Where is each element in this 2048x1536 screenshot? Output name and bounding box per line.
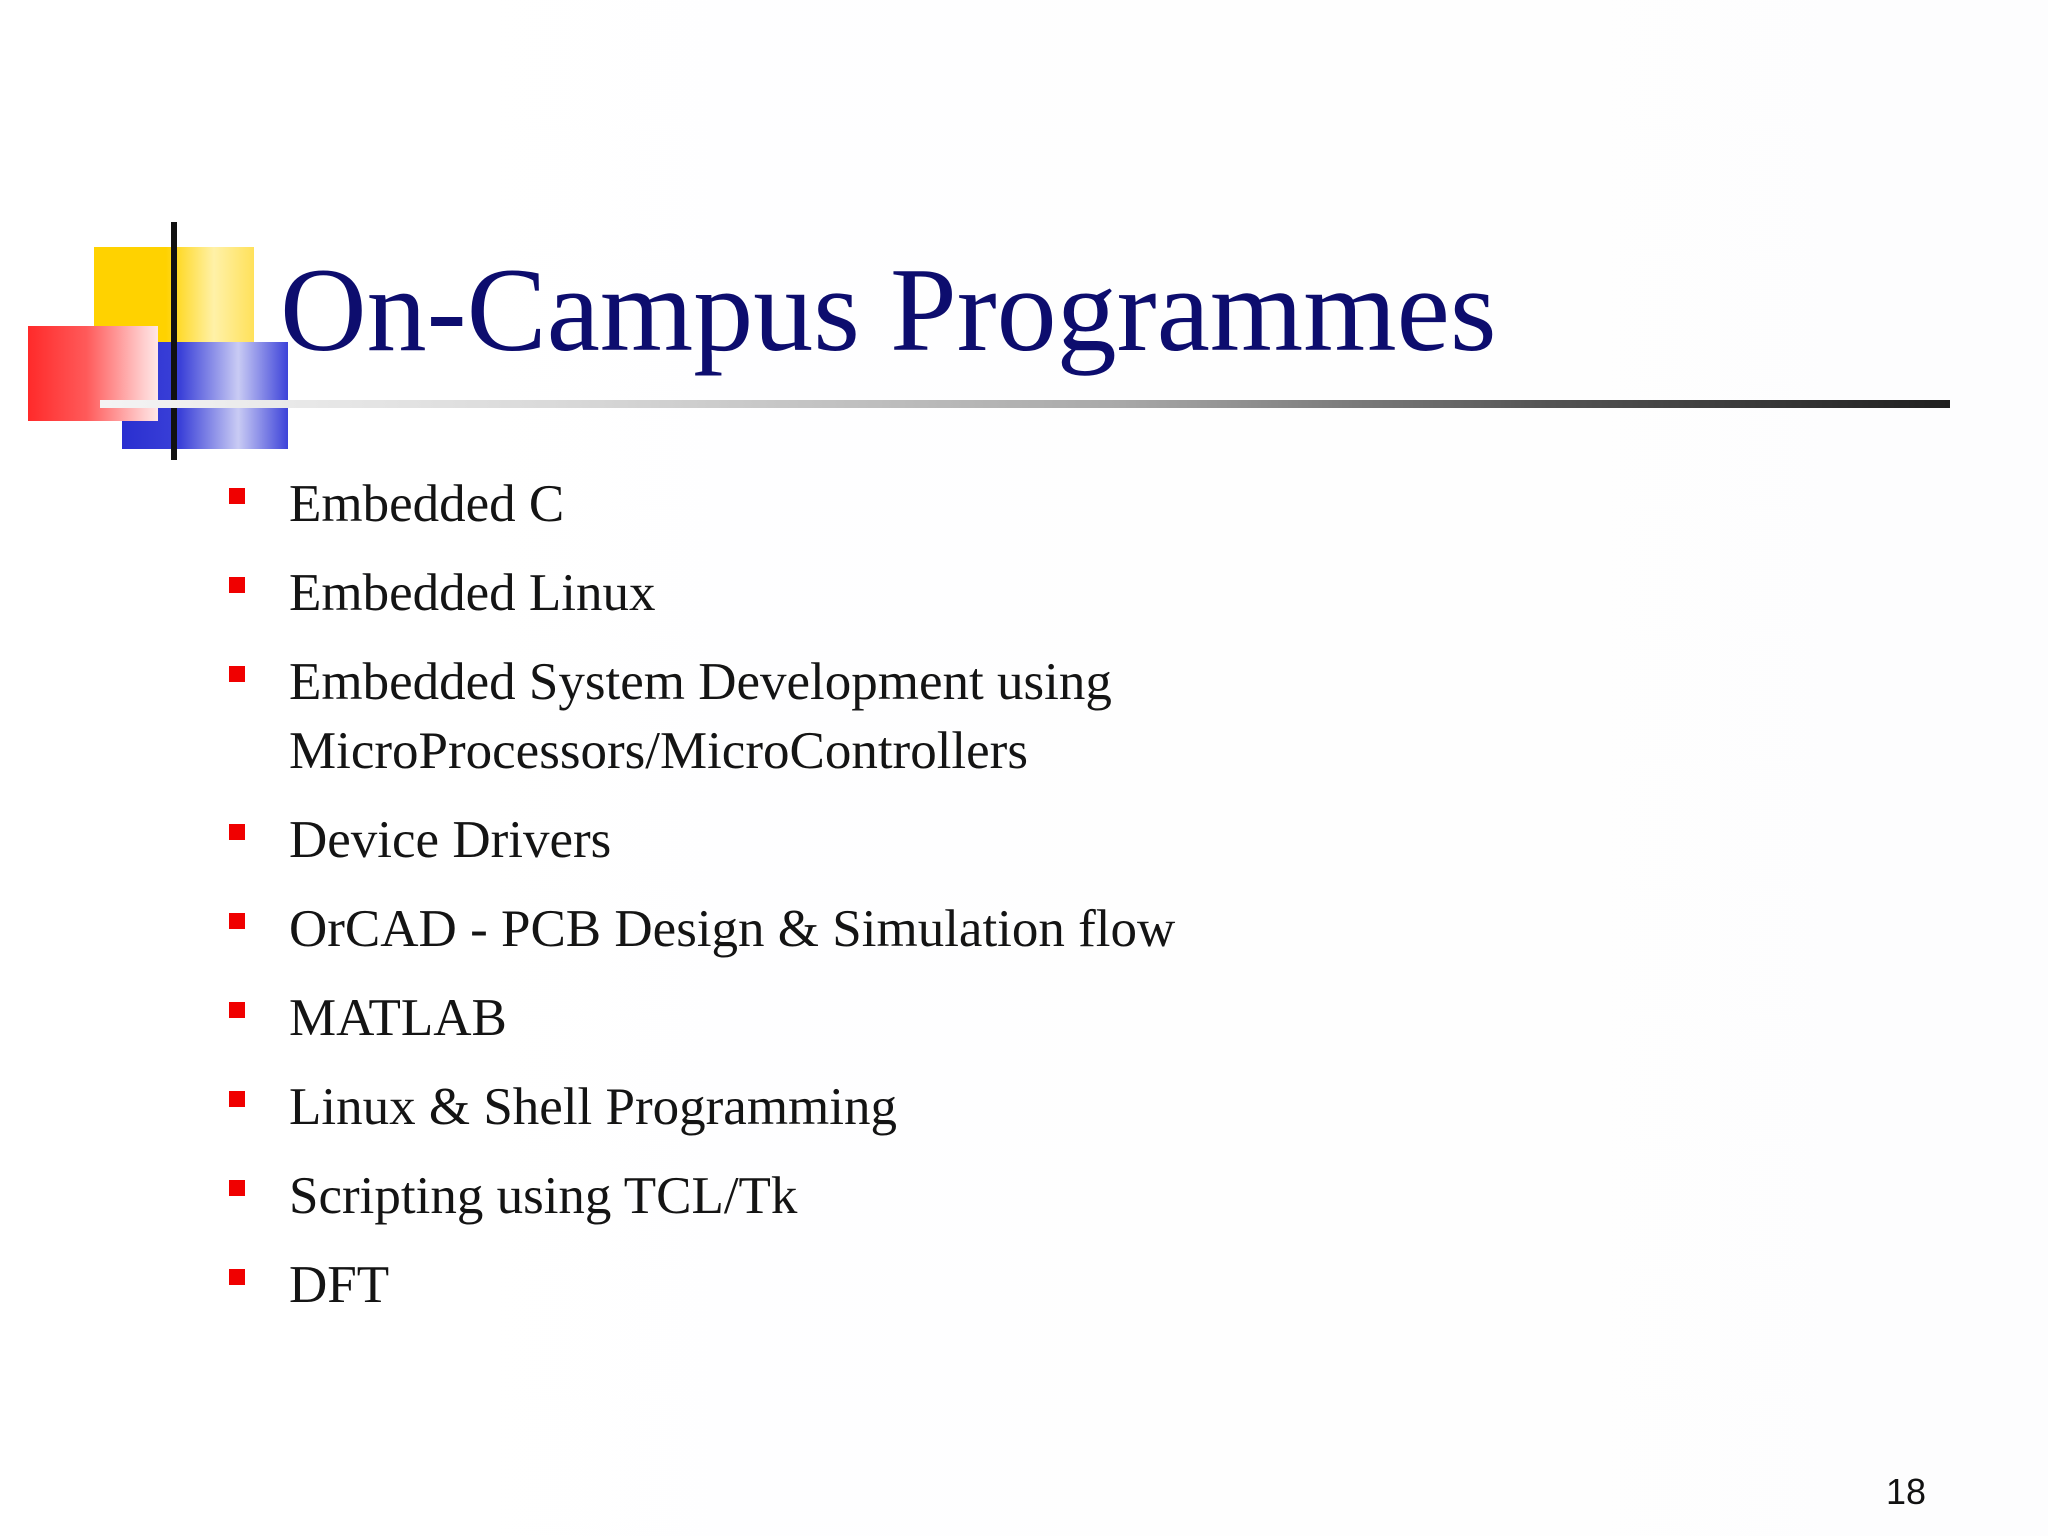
slide-title: On-Campus Programmes xyxy=(280,243,1497,376)
bullet-item xyxy=(226,1073,1726,1142)
bullet-text: Linux & Shell Programming xyxy=(289,1078,897,1136)
bullet-text: DFT xyxy=(289,1256,390,1314)
bullet-square-icon xyxy=(229,824,245,840)
title-divider xyxy=(100,400,1950,408)
bullet-item xyxy=(226,648,1726,786)
page-number: 18 xyxy=(1885,1471,1926,1512)
bullet-text: MATLAB xyxy=(289,989,507,1047)
bullet-item xyxy=(226,1251,1726,1320)
bullet-square-icon xyxy=(229,577,245,593)
bullet-text: Embedded System Development using MicroProcessors/MicroControllers xyxy=(289,653,1112,780)
bullet-item xyxy=(226,470,1726,539)
bullet-text: Device Drivers xyxy=(289,811,612,869)
bullet-square-icon xyxy=(229,1269,245,1285)
bullet-text: OrCAD - PCB Design & Simulation flow xyxy=(289,900,1176,958)
decorative-logo xyxy=(0,0,300,480)
bullet-square-icon xyxy=(229,1091,245,1107)
decorative-vertical-line xyxy=(171,222,177,460)
bullet-square-icon xyxy=(229,666,245,682)
bullet-item xyxy=(226,1162,1726,1231)
bullet-item xyxy=(226,984,1726,1053)
bullet-text: Embedded Linux xyxy=(289,564,656,622)
bullet-square-icon xyxy=(229,1180,245,1196)
bullet-text: Embedded C xyxy=(289,475,565,533)
bullet-square-icon xyxy=(229,488,245,504)
bullet-list xyxy=(226,470,1726,1340)
bullet-item xyxy=(226,559,1726,628)
bullet-square-icon xyxy=(229,1002,245,1018)
bullet-item xyxy=(226,806,1726,875)
bullet-square-icon xyxy=(229,913,245,929)
bullet-text: Scripting using TCL/Tk xyxy=(289,1167,798,1225)
bullet-item xyxy=(226,895,1726,964)
